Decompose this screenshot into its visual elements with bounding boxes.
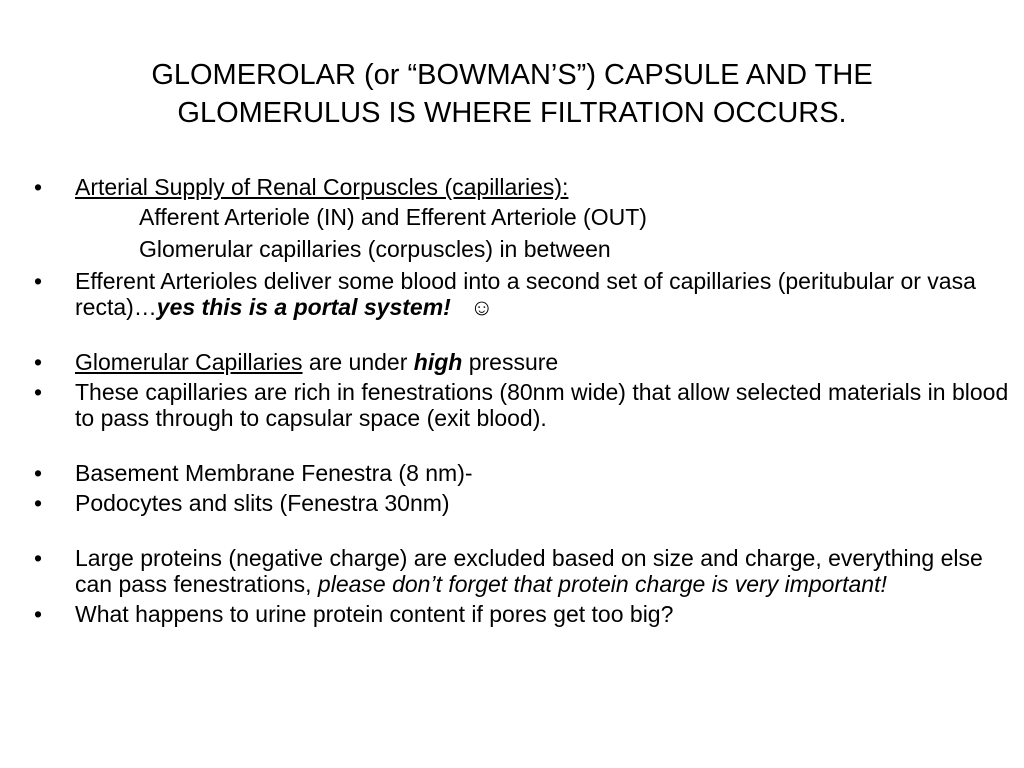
portal-system-emphasis: yes this is a portal system!	[156, 294, 451, 320]
bullet-marker: •	[34, 601, 43, 627]
bullet-basement-membrane	[34, 460, 1009, 486]
bullet-glomerular-pressure	[34, 349, 1009, 375]
bullet-text: These capillaries are rich in fenestrations (80nm wide) that allow selected materials in blood to pass through to capsular space (exit blood).	[75, 379, 1009, 431]
bullet-text: Efferent Arterioles deliver some blood into a second set of capillaries (peritubular or vasa recta)…	[75, 268, 976, 320]
bullet-fenestrations	[34, 379, 1009, 431]
bullet-large-proteins	[34, 545, 1009, 597]
bullet-marker: •	[34, 490, 43, 516]
bullet-text: Podocytes and slits (Fenestra 30nm)	[75, 490, 450, 516]
bullet-marker: •	[34, 174, 43, 200]
bullet-text: Arterial Supply of Renal Corpuscles (capillaries):	[75, 174, 569, 200]
sub-item-afferent-efferent: Afferent Arteriole (IN) and Efferent Arteriole (OUT)	[139, 204, 647, 230]
high-emphasis: high	[413, 349, 463, 375]
bullet-text: What happens to urine protein content if pores get too big?	[75, 601, 674, 627]
title-line-1: GLOMEROLAR (or “BOWMAN’S”) CAPSULE AND THE	[151, 59, 873, 91]
bullet-marker: •	[34, 349, 43, 375]
spacer	[34, 435, 1009, 460]
bullet-efferent-arterioles	[34, 268, 1009, 320]
bullet-marker: •	[34, 545, 43, 571]
spacer	[34, 324, 1009, 349]
slide-title	[60, 56, 964, 132]
spacer	[34, 520, 1009, 545]
title-line-2: GLOMERULUS IS WHERE FILTRATION OCCURS.	[177, 97, 847, 129]
bullet-podocytes	[34, 490, 1009, 516]
bullet-marker: •	[34, 268, 43, 294]
glomerular-capillaries-label: Glomerular Capillaries	[75, 349, 303, 375]
bullet-marker: •	[34, 460, 43, 486]
sub-item-glomerular-capillaries: Glomerular capillaries (corpuscles) in between	[139, 236, 611, 262]
bullet-arterial-supply	[34, 174, 1009, 200]
bullet-text-mid: are under	[302, 349, 414, 375]
bullet-list	[34, 174, 1009, 631]
bullet-marker: •	[34, 379, 43, 405]
bullet-text: Basement Membrane Fenestra (8 nm)-	[75, 460, 473, 486]
smiley-icon: ☺	[469, 294, 494, 320]
bullet-text-end: pressure	[462, 349, 559, 375]
protein-charge-emphasis: please don’t forget that protein charge is very important!	[317, 571, 887, 597]
bullet-urine-question	[34, 601, 1009, 627]
bullet-text: Large proteins (negative charge) are excluded based on size and charge, everything else can pass fenestrations,	[75, 545, 983, 597]
